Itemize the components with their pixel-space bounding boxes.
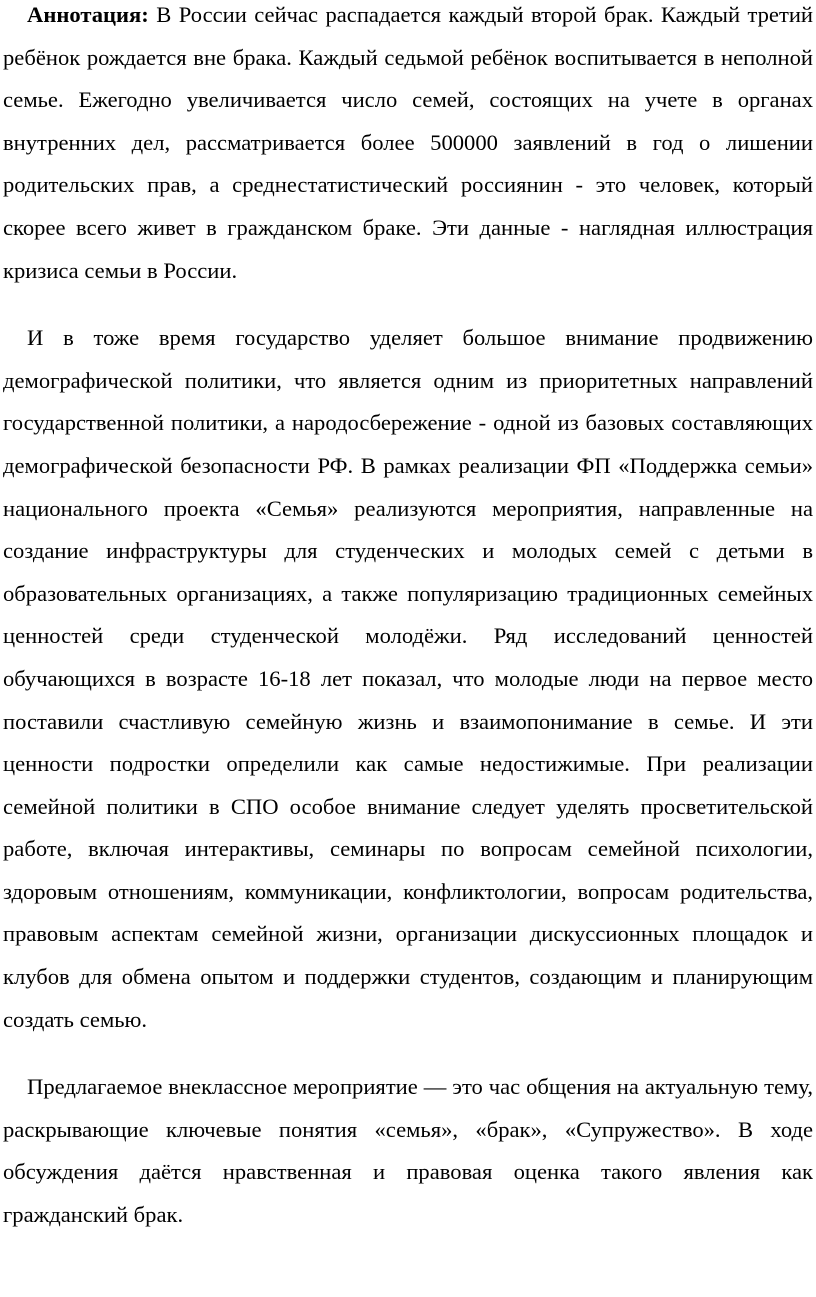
annotation-label: Аннотация: — [27, 2, 149, 27]
event-description-paragraph: Предлагаемое внеклассное мероприятие — это час общения на актуальную тему, раскрывающие ключевые понятия «семья», «брак», «Супружество». В ходе обсуждения даётся нравственная и правовая оценка такого явления как гражданский брак. — [3, 1074, 813, 1228]
policy-paragraph: И в тоже время государство уделяет большое внимание продвижению демографической политики, что является одним из приоритетных направлений государственной политики, а народосбережение - одной из базовых составляющих демографической безопасности РФ. В рамках реализации ФП «Поддержка семьи» национального проекта «Семья» реализуются мероприятия, направленные на создание инфраструктуры для студенческих и молодых семей с детьми в образовательных организациях, а также популяризацию традиционных семейных ценностей среди студенческой молодёжи. Ряд исследований ценностей обучающихся в возрасте 16-18 лет показал, что молодые люди на первое место поставили счастливую семейную жизнь и взаимопонимание в семье. И эти ценности подростки определили как самые недостижимые. При реализации семейной политики в СПО особое внимание следует уделять просветительской работе, включая интерактивы, семинары по вопросам семейной психологии, здоровым отношениям, коммуникации, конфликтологии, вопросам родительства, правовым аспектам семейной жизни, организации дискуссионных площадок и клубов для обмена опытом и поддержки студентов, создающим и планирующим создать семью. — [3, 325, 813, 1032]
annotation-text: В России сейчас распадается каждый второй брак. Каждый третий ребёнок рождается вне брака. Каждый седьмой ребёнок воспитывается в неполной семье. Ежегодно увеличивается число семей, состоящих на учете в органах внутренних дел, рассматривается более 500000 заявлений в год о лишении родительских прав, а среднестатистический россиянин - это человек, который скорее всего живет в гражданском браке. Эти данные - наглядная иллюстрация кризиса семьи в России. — [3, 2, 813, 283]
annotation-paragraph — [3, 0, 813, 292]
